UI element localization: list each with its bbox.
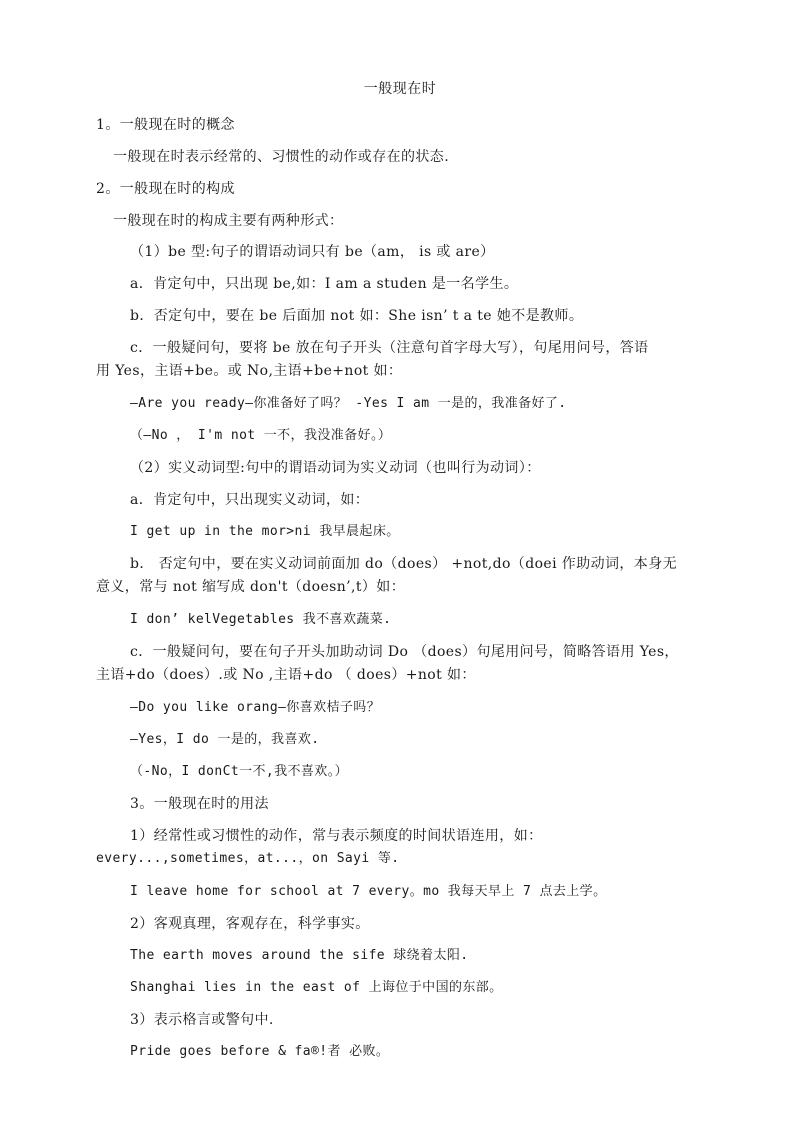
subsection-heading: （1）be 型:句子的谓语动词只有 be（am， is 或 are） bbox=[130, 244, 495, 260]
example-line: I get up in the mor>ni 我早晨起床。 bbox=[130, 524, 400, 539]
paragraph-line: 一般现在时的构成主要有两种形式： bbox=[113, 213, 344, 229]
section-heading-usage: 3。一般现在时的用法 bbox=[130, 796, 269, 812]
example-line: Pride goes before & fa®!者 必败。 bbox=[130, 1044, 390, 1059]
section-heading-structure: 2。一般现在时的构成 bbox=[96, 181, 235, 197]
document-title: 一般现在时 bbox=[363, 81, 437, 97]
paragraph-line: b． 否定句中，要在实义动词前面加 do（does） +not,do（doei 作助动词，本身无 bbox=[130, 556, 678, 572]
example-line: （—No ， I'm not 一不，我没准备好。） bbox=[130, 428, 392, 443]
subsection-heading: （2）实义动词型:句中的谓语动词为实义动词（也叫行为动词）： bbox=[130, 460, 541, 476]
example-line: I leave home for school at 7 every。mo 我每天早上 7 点去上学。 bbox=[130, 884, 607, 899]
example-line: （-No，I donCt一不,我不喜欢。） bbox=[130, 764, 348, 779]
paragraph-line: 1）经常性或习惯性的动作，常与表示频度的时间状语连用，如： bbox=[130, 828, 543, 844]
example-line: —Are you ready—你准备好了吗？ -Yes I am 一是的，我准备好了. bbox=[130, 396, 567, 411]
example-line: Shanghai lies in the east of 上诲位于中国的东部。 bbox=[130, 980, 503, 995]
paragraph-line: 2）客观真理，客观存在，科学事实。 bbox=[130, 916, 370, 932]
paragraph-line: 一般现在时表示经常的、习惯性的动作或存在的状态. bbox=[113, 149, 450, 165]
example-line: —Yes，I do 一是的，我喜欢. bbox=[130, 732, 320, 747]
paragraph-line: every...,sometimes，at...，on Sayi 等. bbox=[96, 851, 400, 866]
paragraph-line: a．肯定句中，只出现实义动词，如： bbox=[130, 492, 370, 508]
paragraph-line: 意义，常与 not 缩写成 don't（doesn’,t）如： bbox=[96, 579, 406, 595]
example-line: —Do you like orang—你喜欢桔子吗？ bbox=[130, 700, 381, 715]
example-line: I don’ kelVegetables 我不喜欢蔬菜. bbox=[130, 612, 392, 627]
paragraph-line: c．一般疑问句，要将 be 放在句子开头（注意句首字母大写），句尾用问号，答语 bbox=[130, 340, 649, 356]
paragraph-line: 用 Yes，主语+be。或 No,主语+be+not 如： bbox=[96, 363, 403, 379]
paragraph-line: 主语+do（does）.或 No ,主语+do （ does）+not 如： bbox=[96, 667, 476, 683]
paragraph-line: 3）表示格言或警句中. bbox=[130, 1012, 274, 1028]
paragraph-line: b．否定句中，要在 be 后面加 not 如：She isn’ t a te 她不是教师。 bbox=[130, 308, 584, 324]
paragraph-line: a．肯定句中，只出现 be,如：I am a studen 是一名学生。 bbox=[130, 276, 519, 292]
section-heading-concept: 1。一般现在时的概念 bbox=[96, 117, 235, 133]
paragraph-line: c．一般疑问句，要在句子开头加助动词 Do （does）句尾用问号，简略答语用 Yes， bbox=[130, 644, 679, 660]
example-line: The earth moves around the sife 球绕着太阳. bbox=[130, 948, 469, 963]
